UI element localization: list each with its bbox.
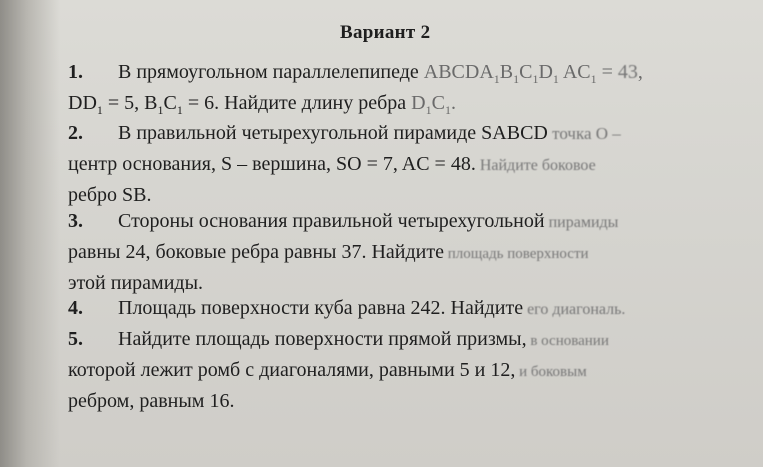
subscript: 1 (176, 103, 183, 117)
problem-3 (68, 206, 728, 299)
text: C (519, 61, 533, 83)
subscript: 1 (444, 103, 451, 117)
problem-2 (68, 118, 728, 211)
problem-5-line-2 (68, 355, 728, 386)
text: ребром, равным 16. (68, 390, 235, 412)
text: центр основания, S – вершина, SO = 7, AC = 48. (68, 153, 476, 175)
text: равны 24, боковые ребра равны 37. Найдите (68, 241, 445, 263)
text: AC (558, 61, 591, 83)
text: в основании (526, 333, 609, 349)
subscript: 1 (425, 103, 432, 117)
text: Найдите площадь поверхности прямой призмы, (118, 328, 527, 350)
text: пирамиды (544, 214, 619, 231)
text: точка O – (547, 124, 621, 143)
problem-number: 3. (68, 210, 83, 232)
problem-5-line-1 (68, 324, 728, 355)
text: ребро SB. (68, 184, 152, 206)
text: = 5, B (102, 92, 158, 114)
text: D (411, 92, 426, 114)
problem-1 (68, 57, 728, 119)
text: этой пирамиды. (68, 272, 204, 294)
problem-1-line-2 (68, 88, 728, 119)
subscript: 1 (532, 72, 539, 86)
text: Площадь поверхности куба равна 242. Найдите (118, 297, 524, 319)
text: которой лежит ромб с диагоналями, равными 5 и 12, (68, 359, 516, 381)
text: Найдите боковое (475, 157, 596, 174)
problem-5 (68, 324, 728, 417)
text: D (538, 61, 553, 83)
problem-3-line-1 (68, 206, 728, 237)
problem-4-line-1 (68, 293, 728, 324)
problem-number: 1. (68, 61, 83, 83)
text: В прямоугольном параллелепипеде (118, 61, 424, 83)
problem-number: 2. (68, 122, 83, 144)
problem-4 (68, 293, 728, 324)
variant-title: Вариант 2 (340, 22, 431, 43)
subscript: 1 (552, 72, 559, 86)
subscript: 1 (513, 72, 520, 86)
text: , (637, 61, 643, 83)
text: его диагональ. (523, 301, 626, 318)
problem-3-line-2 (68, 237, 728, 268)
text: = (596, 61, 618, 83)
subscript: 1 (96, 103, 103, 117)
subscript: 1 (493, 72, 500, 86)
problem-2-line-2 (68, 149, 728, 180)
problem-1-line-1 (68, 57, 728, 88)
text: = 6. Найдите длину ребра (182, 92, 412, 114)
text: и боковым (515, 364, 587, 380)
subscript: 1 (590, 72, 597, 86)
problem-5-line-3 (68, 386, 728, 417)
text: В правильной четырехугольной пирамиде SABCD (118, 122, 548, 144)
text: B (499, 61, 514, 83)
text: . (450, 92, 456, 114)
text: площадь поверхности (444, 246, 589, 262)
problem-2-line-1 (68, 118, 728, 149)
text: ABCDA (423, 61, 494, 83)
text: C (431, 92, 445, 114)
text: C (163, 92, 177, 114)
text: Стороны основания правильной четырехугольной (118, 210, 545, 232)
text: 43 (617, 61, 638, 83)
text: DD (68, 92, 97, 114)
problem-number: 4. (68, 297, 83, 319)
problem-number: 5. (68, 328, 83, 350)
subscript: 1 (157, 103, 164, 117)
